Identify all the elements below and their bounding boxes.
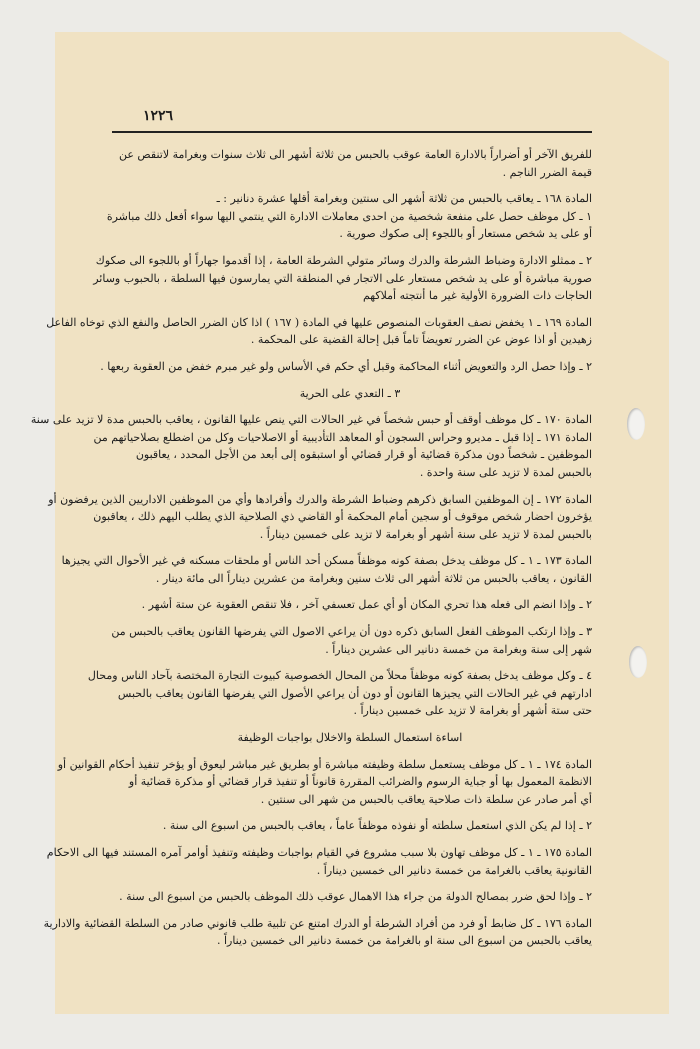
document-body (30, 146, 592, 950)
text-line: حتى ستة أشهر أو بغرامة لا تزيد على خمسين ديناراً . (353, 704, 592, 718)
text-line: صورية مباشرة أو على يد شخص مستعار على الاتجار في المنطقة التي يمارسون فيها السلطة ، بالحبوب وسائر (93, 271, 592, 285)
header-rule (112, 131, 592, 133)
text-line: المادة ١٦٨ ـ يعاقب بالحبس من ثلاثة أشهر الى سنتين وبغرامة أقلها عشرة دنانير : ـ (216, 192, 592, 206)
line-spacer (108, 720, 592, 729)
text-line: ٢ ـ إذا لم يكن الذي استعمل سلطته أو نفوذه موظفاً عاماً ، يعاقب بالحبس من اسبوع الى سنة . (162, 819, 592, 833)
line-spacer (108, 181, 592, 190)
line-spacer (108, 349, 592, 358)
text-line: المادة ١٦٩ ـ ١ يخفض نصف العقوبات المنصوص عليها في المادة ( ١٦٧ ) اذا كان الضرر الحاصل والنفع الذي توخاه الفاعل (46, 315, 592, 329)
text-line: ٣ ـ وإذا ارتكب الموظف الفعل السابق ذكره دون أن يراعي الاصول التي يفرضها القانون يعاقب بالحبس من (111, 625, 592, 639)
line-spacer (108, 906, 592, 915)
line-spacer (108, 658, 592, 667)
text-line: للفريق الآخر أو أضراراً بالادارة العامة عوقب بالحبس من ثلاثة أشهر الى ثلاث سنوات وبغرامة لاتنقص عن (118, 148, 592, 161)
line-spacer (108, 808, 592, 817)
text-line: ٤ ـ وكل موظف يدخل بصفة كونه موظفاً محلاً من المحال الخصوصية كبيوت التجارة المختصة بآحاد الناس ومحال (87, 669, 592, 683)
text-line: المادة ١٧٢ ـ إن الموظفين السابق ذكرهم وضباط الشرطة والدرك وأفرادها وأي من الموظفين الاداريين الذين يرفضون أو (48, 492, 592, 506)
text-line: يؤخرون احضار شخص موقوف أو سجين أمام المحكمة أو القاضي ذي الصلاحية الذي يطلب اليهم ذلك ، يعاقبون (93, 510, 592, 524)
text-line: ٢ ـ وإذا لحق ضرر بمصالح الدولة من جراء هذا الاهمال عوقب ذلك الموظف بالحبس من اسبوع الى سنة . (119, 890, 592, 904)
text-line: ادارتهم في غير الحالات التي يجيزها القانون أو دون أن يراعي الأصول التي يفرضها القانون يعاقب بالحبس (117, 686, 592, 700)
text-line: المادة ١٧١ ـ إذا قبل ـ مديرو وحراس السجون أو المعاهد التأديبية أو الاصلاحيات وكل من اضطلع بصلاحياتهم من (93, 430, 592, 444)
text-line: شهر إلى سنة وبغرامة من خمسة دنانير الى عشرين ديناراً . (325, 642, 592, 656)
text-line: يعاقب بالحبس من اسبوع الى سنة او بالغرامة من خمسة دنانير الى خمسين ديناراً . (216, 934, 592, 948)
text-line: بالحبس لمدة لا تزيد على سنة أشهر أو بغرامة لا تزيد على خمسين ديناراً . (259, 527, 592, 541)
punch-hole (627, 408, 645, 440)
line-spacer (108, 614, 592, 623)
text-line: القانون ، يعاقب بالحبس من ثلاثة أشهر الى ثلاث سنين وبغرامة من عشرين ديناراً الى مائة دينار . (155, 571, 592, 585)
text-line: قيمة الضرر الناجم . (502, 165, 592, 179)
text-line: الموظفين ـ شخصاً دون مذكرة قضائية أو قرار قضائي أو استبقوه إلى أبعد من الأجل المحدد ، يعاقبون (135, 448, 592, 462)
line-spacer (108, 747, 592, 756)
text-line: ٢ ـ وإذا حصل الرد والتعويض أثناء المحاكمة وقبل أي حكم في الأساس ولو غير مبرم خفض من العقوبة ربعها . (100, 359, 592, 373)
line-spacer (108, 305, 592, 314)
page-number: ١٢٢٦ (143, 108, 174, 124)
text-line: أي أمر صادر عن سلطة ذات صلاحية يعاقب بالحبس من شهر الى سنتين . (260, 792, 592, 806)
line-spacer (108, 835, 592, 844)
text-line: ٢ ـ ممثلو الادارة وضباط الشرطة والدرك وسائر متولي الشرطة العامة ، إذا أقدموا جهاراً أو باللجوء الى صكوك (95, 253, 592, 267)
line-spacer (108, 587, 592, 596)
text-line: المادة ١٧٦ ـ كل ضابط أو فرد من أفراد الشرطة أو الدرك امتنع عن تلبية طلب قانوني صادر من السلطة القضائية والادارية (43, 916, 592, 930)
text-line: المادة ١٧٤ ـ ١ ـ كل موظف يستعمل سلطة وظيفته مباشرة أو بطريق غير مباشر ليعوق أو يؤخر تنفيذ أحكام القوانين أو (57, 757, 592, 771)
text-line: الانظمة المعمول بها أو جباية الرسوم والضرائب المقررة قانوناً أو تنفيذ قرار قضائي أو مذكرة قضائية أو (128, 775, 592, 789)
text-line: زهيدين أو اذا عوض عن الضرر تعويضاً تاماً قبل إحالة القضية على المحكمة . (250, 333, 592, 347)
text-line: ٢ ـ وإذا انضم الى فعله هذا تحري المكان أو أي عمل تعسفي آخر ، فلا تنقص العقوبة عن ستة أشهر . (141, 598, 592, 612)
line-spacer (108, 243, 592, 252)
line-spacer (108, 879, 592, 888)
text-line: القانونية يعاقب بالغرامة من خمسة دنانير الى خمسين ديناراً . (316, 863, 592, 877)
section-heading: ٣ ـ التعدي على الحرية (299, 386, 401, 400)
line-spacer (108, 543, 592, 552)
text-line: أو على يد شخص مستعار أو باللجوء إلى صكوك صورية . (339, 227, 592, 241)
text-line: المادة ١٧٣ ـ ١ ـ كل موظف يدخل بصفة كونه موظفاً مسكن أحد الناس أو ملحقات مسكنه في غير الأحوال التي يجيزها (61, 554, 592, 568)
text-line: المادة ١٧٠ ـ كل موظف أوقف أو حبس شخصاً في غير الحالات التي ينص عليها القانون ، يعاقب بالحبس مدة لا تزيد على سنة (30, 413, 592, 427)
line-spacer (108, 376, 592, 385)
punch-hole (629, 646, 647, 678)
line-spacer (108, 402, 592, 411)
text-line: ١ ـ كل موظف حصل على منفعة شخصية من احدى معاملات الادارة التي ينتمي اليها سواء أفعل ذلك مباشرة (106, 209, 592, 223)
section-heading: اساءة استعمال السلطة والاخلال بواجبات الوظيفة (237, 731, 463, 745)
text-line: بالحبس لمدة لا تزيد على سنة واحدة . (419, 465, 592, 479)
text-line: المادة ١٧٥ ـ ١ ـ كل موظف تهاون بلا سبب مشروع في القيام بواجبات وظيفته وتنفيذ أوامر آمره المستند فيها الى الاحكام (46, 846, 592, 859)
text-line: الحاجات ذات الضرورة الأولية غير ما أنتجته أملاكهم (362, 289, 592, 303)
line-spacer (108, 482, 592, 491)
